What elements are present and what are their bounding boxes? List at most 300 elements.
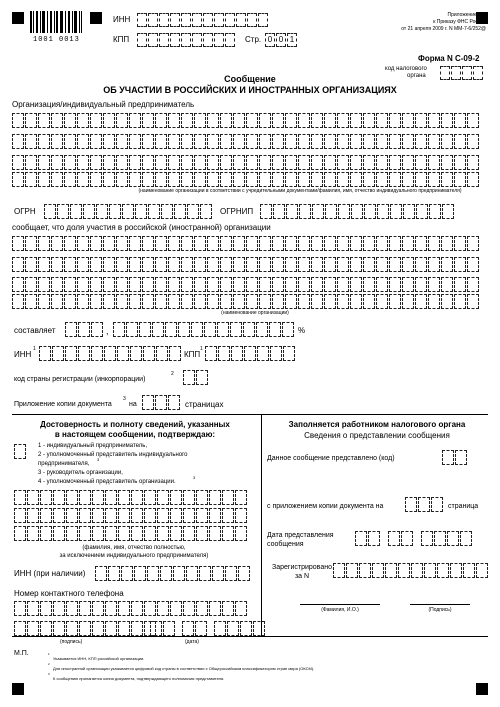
input-cell[interactable]	[311, 236, 323, 251]
input-cell[interactable]	[428, 172, 440, 187]
input-cell[interactable]	[181, 236, 193, 251]
input-cell[interactable]	[142, 257, 154, 272]
input-cell[interactable]	[116, 134, 128, 149]
input-cell[interactable]	[428, 277, 440, 292]
input-cell[interactable]	[298, 155, 310, 170]
input-cell[interactable]	[454, 134, 466, 149]
input-cell[interactable]	[25, 257, 37, 272]
input-cell[interactable]	[441, 257, 453, 272]
input-cell[interactable]	[155, 294, 167, 309]
input-cell[interactable]	[207, 236, 219, 251]
registration-number-cells[interactable]	[333, 563, 489, 578]
input-cell[interactable]	[64, 257, 76, 272]
input-cell[interactable]	[285, 257, 297, 272]
input-cell[interactable]	[12, 277, 24, 292]
input-cell[interactable]	[105, 508, 117, 523]
input-cell[interactable]	[402, 277, 414, 292]
input-cell[interactable]	[27, 490, 39, 505]
input-cell[interactable]	[222, 601, 234, 616]
target-org-row-3[interactable]	[12, 277, 480, 292]
input-cell[interactable]	[363, 155, 375, 170]
input-cell[interactable]	[415, 155, 427, 170]
input-cell[interactable]	[402, 134, 414, 149]
input-cell[interactable]	[168, 236, 180, 251]
input-cell[interactable]	[222, 526, 234, 541]
input-cell[interactable]	[25, 236, 37, 251]
input-cell[interactable]	[40, 490, 52, 505]
input-cell[interactable]	[38, 257, 50, 272]
input-cell[interactable]	[64, 134, 76, 149]
input-cell[interactable]	[168, 155, 180, 170]
input-cell[interactable]	[168, 172, 180, 187]
input-cell[interactable]	[79, 601, 91, 616]
input-cell[interactable]	[129, 257, 141, 272]
input-cell[interactable]	[157, 508, 169, 523]
input-cell[interactable]	[207, 134, 219, 149]
signature-area[interactable]	[14, 621, 157, 636]
target-kpp-cells[interactable]	[205, 346, 296, 361]
input-cell[interactable]	[441, 277, 453, 292]
input-cell[interactable]	[12, 236, 24, 251]
input-cell[interactable]	[259, 155, 271, 170]
input-cell[interactable]	[183, 601, 195, 616]
input-cell[interactable]	[90, 113, 102, 128]
input-cell[interactable]	[220, 236, 232, 251]
input-cell[interactable]	[38, 134, 50, 149]
input-cell[interactable]	[170, 526, 182, 541]
input-cell[interactable]	[285, 155, 297, 170]
input-cell[interactable]	[118, 526, 130, 541]
input-cell[interactable]	[454, 155, 466, 170]
input-cell[interactable]	[389, 134, 401, 149]
input-cell[interactable]	[196, 490, 208, 505]
input-cell[interactable]	[311, 155, 323, 170]
input-cell[interactable]	[40, 601, 52, 616]
input-cell[interactable]	[233, 277, 245, 292]
input-cell[interactable]	[441, 155, 453, 170]
input-cell[interactable]	[337, 155, 349, 170]
input-cell[interactable]	[389, 294, 401, 309]
input-cell[interactable]	[118, 601, 130, 616]
input-cell[interactable]	[53, 601, 65, 616]
input-cell[interactable]	[142, 294, 154, 309]
inn-cells[interactable]	[137, 13, 269, 27]
input-cell[interactable]	[194, 257, 206, 272]
input-cell[interactable]	[12, 155, 24, 170]
input-cell[interactable]	[233, 257, 245, 272]
input-cell[interactable]	[142, 172, 154, 187]
input-cell[interactable]	[415, 236, 427, 251]
input-cell[interactable]	[90, 294, 102, 309]
input-cell[interactable]	[311, 294, 323, 309]
input-cell[interactable]	[259, 277, 271, 292]
input-cell[interactable]	[155, 257, 167, 272]
input-cell[interactable]	[38, 277, 50, 292]
input-cell[interactable]	[350, 172, 362, 187]
input-cell[interactable]	[64, 294, 76, 309]
input-cell[interactable]	[157, 601, 169, 616]
input-cell[interactable]	[454, 257, 466, 272]
input-cell[interactable]	[51, 257, 63, 272]
input-cell[interactable]	[402, 155, 414, 170]
input-cell[interactable]	[77, 294, 89, 309]
org-name-row-3[interactable]	[12, 155, 480, 170]
input-cell[interactable]	[285, 113, 297, 128]
input-cell[interactable]	[183, 508, 195, 523]
input-cell[interactable]	[66, 526, 78, 541]
input-cell[interactable]	[233, 113, 245, 128]
input-cell[interactable]	[194, 155, 206, 170]
input-cell[interactable]	[142, 113, 154, 128]
input-cell[interactable]	[155, 236, 167, 251]
input-cell[interactable]	[389, 257, 401, 272]
input-cell[interactable]	[259, 113, 271, 128]
input-cell[interactable]	[311, 134, 323, 149]
input-cell[interactable]	[467, 155, 479, 170]
input-cell[interactable]	[103, 155, 115, 170]
input-cell[interactable]	[53, 490, 65, 505]
input-cell[interactable]	[389, 155, 401, 170]
input-cell[interactable]	[454, 236, 466, 251]
input-cell[interactable]	[168, 134, 180, 149]
input-cell[interactable]	[246, 257, 258, 272]
input-cell[interactable]	[298, 236, 310, 251]
input-cell[interactable]	[246, 113, 258, 128]
input-cell[interactable]	[337, 236, 349, 251]
input-cell[interactable]	[181, 113, 193, 128]
input-cell[interactable]	[64, 113, 76, 128]
input-cell[interactable]	[51, 277, 63, 292]
input-cell[interactable]	[25, 172, 37, 187]
input-cell[interactable]	[376, 113, 388, 128]
input-cell[interactable]	[376, 172, 388, 187]
input-cell[interactable]	[233, 236, 245, 251]
input-cell[interactable]	[235, 508, 247, 523]
input-cell[interactable]	[144, 601, 156, 616]
input-cell[interactable]	[155, 134, 167, 149]
input-cell[interactable]	[103, 113, 115, 128]
submission-date-month-cells[interactable]	[388, 531, 414, 546]
input-cell[interactable]	[155, 155, 167, 170]
input-cell[interactable]	[90, 257, 102, 272]
input-cell[interactable]	[103, 257, 115, 272]
input-cell[interactable]	[324, 236, 336, 251]
input-cell[interactable]	[90, 134, 102, 149]
input-cell[interactable]	[66, 601, 78, 616]
input-cell[interactable]	[118, 490, 130, 505]
input-cell[interactable]	[14, 508, 26, 523]
input-cell[interactable]	[53, 526, 65, 541]
input-cell[interactable]	[324, 134, 336, 149]
input-cell[interactable]	[259, 294, 271, 309]
input-cell[interactable]	[25, 155, 37, 170]
input-cell[interactable]	[116, 172, 128, 187]
input-cell[interactable]	[454, 113, 466, 128]
input-cell[interactable]	[103, 134, 115, 149]
input-cell[interactable]	[298, 294, 310, 309]
input-cell[interactable]	[77, 257, 89, 272]
input-cell[interactable]	[181, 134, 193, 149]
input-cell[interactable]	[90, 277, 102, 292]
input-cell[interactable]	[389, 113, 401, 128]
appendix-copy-pages-cells[interactable]	[142, 395, 181, 410]
input-cell[interactable]	[259, 172, 271, 187]
input-cell[interactable]	[155, 113, 167, 128]
input-cell[interactable]	[428, 155, 440, 170]
input-cell[interactable]	[467, 113, 479, 128]
input-cell[interactable]	[235, 490, 247, 505]
submitted-code-cells[interactable]	[442, 450, 468, 465]
input-cell[interactable]	[415, 113, 427, 128]
input-cell[interactable]	[428, 236, 440, 251]
sign-date-year-cells[interactable]	[214, 621, 266, 636]
input-cell[interactable]	[181, 257, 193, 272]
org-name-row-2[interactable]	[12, 134, 480, 149]
input-cell[interactable]	[454, 277, 466, 292]
input-cell[interactable]	[324, 277, 336, 292]
input-cell[interactable]	[38, 236, 50, 251]
input-cell[interactable]	[363, 277, 375, 292]
input-cell[interactable]	[209, 508, 221, 523]
input-cell[interactable]	[131, 508, 143, 523]
input-cell[interactable]	[272, 155, 284, 170]
input-cell[interactable]	[415, 172, 427, 187]
input-cell[interactable]	[337, 172, 349, 187]
input-cell[interactable]	[12, 113, 24, 128]
input-cell[interactable]	[441, 172, 453, 187]
input-cell[interactable]	[157, 526, 169, 541]
input-cell[interactable]	[235, 601, 247, 616]
phone-cells[interactable]	[14, 601, 248, 616]
input-cell[interactable]	[129, 172, 141, 187]
input-cell[interactable]	[181, 277, 193, 292]
input-cell[interactable]	[129, 113, 141, 128]
org-name-row-1[interactable]	[12, 113, 480, 128]
input-cell[interactable]	[246, 294, 258, 309]
input-cell[interactable]	[170, 490, 182, 505]
input-cell[interactable]	[298, 277, 310, 292]
input-cell[interactable]	[25, 294, 37, 309]
input-cell[interactable]	[441, 134, 453, 149]
input-cell[interactable]	[467, 277, 479, 292]
input-cell[interactable]	[12, 172, 24, 187]
input-cell[interactable]	[25, 277, 37, 292]
input-cell[interactable]	[92, 526, 104, 541]
input-cell[interactable]	[311, 172, 323, 187]
input-cell[interactable]	[66, 490, 78, 505]
signer-type-cell[interactable]	[14, 444, 27, 459]
input-cell[interactable]	[220, 277, 232, 292]
signer-fio-row-3[interactable]	[14, 526, 248, 541]
input-cell[interactable]	[194, 134, 206, 149]
input-cell[interactable]	[79, 508, 91, 523]
input-cell[interactable]	[402, 236, 414, 251]
input-cell[interactable]	[12, 294, 24, 309]
input-cell[interactable]	[376, 294, 388, 309]
input-cell[interactable]	[116, 277, 128, 292]
input-cell[interactable]	[90, 172, 102, 187]
input-cell[interactable]	[194, 172, 206, 187]
input-cell[interactable]	[467, 172, 479, 187]
input-cell[interactable]	[12, 257, 24, 272]
input-cell[interactable]	[168, 257, 180, 272]
input-cell[interactable]	[168, 113, 180, 128]
input-cell[interactable]	[155, 277, 167, 292]
input-cell[interactable]	[428, 113, 440, 128]
input-cell[interactable]	[402, 257, 414, 272]
input-cell[interactable]	[337, 134, 349, 149]
input-cell[interactable]	[209, 490, 221, 505]
input-cell[interactable]	[272, 277, 284, 292]
input-cell[interactable]	[25, 113, 37, 128]
input-cell[interactable]	[220, 134, 232, 149]
input-cell[interactable]	[376, 236, 388, 251]
input-cell[interactable]	[402, 113, 414, 128]
input-cell[interactable]	[105, 490, 117, 505]
input-cell[interactable]	[285, 294, 297, 309]
input-cell[interactable]	[194, 277, 206, 292]
input-cell[interactable]	[220, 155, 232, 170]
input-cell[interactable]	[14, 490, 26, 505]
input-cell[interactable]	[40, 508, 52, 523]
input-cell[interactable]	[131, 526, 143, 541]
input-cell[interactable]	[415, 277, 427, 292]
input-cell[interactable]	[90, 236, 102, 251]
target-org-row-4[interactable]	[12, 294, 480, 309]
input-cell[interactable]	[92, 508, 104, 523]
target-inn-cells[interactable]	[39, 346, 182, 361]
input-cell[interactable]	[363, 113, 375, 128]
input-cell[interactable]	[53, 508, 65, 523]
input-cell[interactable]	[441, 113, 453, 128]
input-cell[interactable]	[272, 113, 284, 128]
amount-fraction-cells[interactable]	[113, 322, 295, 337]
input-cell[interactable]	[246, 277, 258, 292]
input-cell[interactable]	[116, 113, 128, 128]
input-cell[interactable]	[116, 155, 128, 170]
input-cell[interactable]	[220, 113, 232, 128]
input-cell[interactable]	[272, 236, 284, 251]
input-cell[interactable]	[311, 257, 323, 272]
input-cell[interactable]	[14, 526, 26, 541]
input-cell[interactable]	[467, 236, 479, 251]
input-cell[interactable]	[183, 490, 195, 505]
input-cell[interactable]	[129, 236, 141, 251]
input-cell[interactable]	[27, 601, 39, 616]
input-cell[interactable]	[220, 294, 232, 309]
input-cell[interactable]	[220, 257, 232, 272]
input-cell[interactable]	[64, 236, 76, 251]
input-cell[interactable]	[337, 257, 349, 272]
input-cell[interactable]	[181, 155, 193, 170]
input-cell[interactable]	[157, 490, 169, 505]
input-cell[interactable]	[222, 490, 234, 505]
input-cell[interactable]	[144, 508, 156, 523]
input-cell[interactable]	[467, 257, 479, 272]
input-cell[interactable]	[233, 155, 245, 170]
input-cell[interactable]	[246, 134, 258, 149]
input-cell[interactable]	[298, 172, 310, 187]
input-cell[interactable]	[79, 490, 91, 505]
input-cell[interactable]	[324, 155, 336, 170]
input-cell[interactable]	[77, 172, 89, 187]
target-org-row-2[interactable]	[12, 257, 480, 272]
input-cell[interactable]	[64, 277, 76, 292]
input-cell[interactable]	[51, 155, 63, 170]
input-cell[interactable]	[131, 601, 143, 616]
input-cell[interactable]	[64, 172, 76, 187]
input-cell[interactable]	[350, 236, 362, 251]
input-cell[interactable]	[209, 526, 221, 541]
input-cell[interactable]	[285, 236, 297, 251]
input-cell[interactable]	[131, 490, 143, 505]
input-cell[interactable]	[181, 172, 193, 187]
input-cell[interactable]	[194, 236, 206, 251]
input-cell[interactable]	[129, 277, 141, 292]
input-cell[interactable]	[207, 294, 219, 309]
input-cell[interactable]	[363, 257, 375, 272]
input-cell[interactable]	[92, 601, 104, 616]
input-cell[interactable]	[350, 134, 362, 149]
input-cell[interactable]	[194, 294, 206, 309]
input-cell[interactable]	[77, 236, 89, 251]
input-cell[interactable]	[415, 257, 427, 272]
input-cell[interactable]	[103, 294, 115, 309]
input-cell[interactable]	[40, 526, 52, 541]
input-cell[interactable]	[272, 134, 284, 149]
org-name-row-4[interactable]	[12, 172, 480, 187]
input-cell[interactable]	[376, 277, 388, 292]
input-cell[interactable]	[194, 113, 206, 128]
input-cell[interactable]	[350, 277, 362, 292]
input-cell[interactable]	[79, 526, 91, 541]
input-cell[interactable]	[207, 155, 219, 170]
input-cell[interactable]	[415, 134, 427, 149]
input-cell[interactable]	[259, 236, 271, 251]
input-cell[interactable]	[285, 134, 297, 149]
input-cell[interactable]	[116, 257, 128, 272]
input-cell[interactable]	[207, 172, 219, 187]
input-cell[interactable]	[196, 526, 208, 541]
input-cell[interactable]	[142, 277, 154, 292]
input-cell[interactable]	[142, 134, 154, 149]
input-cell[interactable]	[220, 172, 232, 187]
input-cell[interactable]	[454, 172, 466, 187]
input-cell[interactable]	[389, 172, 401, 187]
input-cell[interactable]	[363, 134, 375, 149]
input-cell[interactable]	[168, 277, 180, 292]
input-cell[interactable]	[402, 172, 414, 187]
input-cell[interactable]	[222, 508, 234, 523]
input-cell[interactable]	[38, 113, 50, 128]
input-cell[interactable]	[311, 113, 323, 128]
sign-date-month-cells[interactable]	[182, 621, 208, 636]
input-cell[interactable]	[324, 113, 336, 128]
input-cell[interactable]	[272, 257, 284, 272]
input-cell[interactable]	[116, 236, 128, 251]
input-cell[interactable]	[389, 277, 401, 292]
input-cell[interactable]	[170, 601, 182, 616]
input-cell[interactable]	[142, 236, 154, 251]
input-cell[interactable]	[285, 277, 297, 292]
input-cell[interactable]	[103, 172, 115, 187]
input-cell[interactable]	[25, 134, 37, 149]
input-cell[interactable]	[233, 134, 245, 149]
input-cell[interactable]	[155, 172, 167, 187]
input-cell[interactable]	[51, 294, 63, 309]
input-cell[interactable]	[64, 155, 76, 170]
input-cell[interactable]	[144, 490, 156, 505]
